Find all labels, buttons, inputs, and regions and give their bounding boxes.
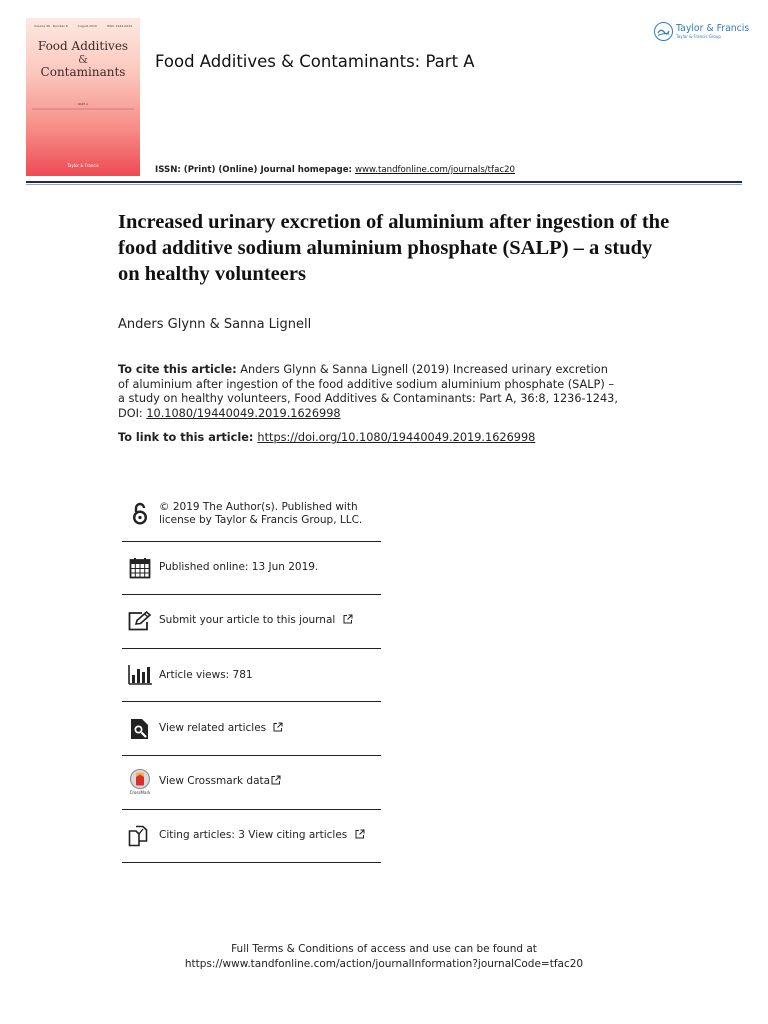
- publisher-group: Taylor & Francis Group: [676, 33, 721, 39]
- open-access-icon: [127, 501, 153, 527]
- external-link-icon: [273, 722, 283, 736]
- cover-publisher: Taylor & Francis: [67, 163, 99, 168]
- bar-chart-icon: [127, 662, 153, 688]
- journal-name: Food Additives & Contaminants: Part A: [155, 52, 475, 71]
- related-articles-link[interactable]: View related articles: [159, 721, 267, 734]
- related-search-icon: [127, 716, 153, 742]
- external-link-icon: [355, 829, 365, 843]
- crossmark-link[interactable]: View Crossmark data: [159, 775, 271, 788]
- submit-item[interactable]: [122, 595, 381, 649]
- journal-cover: [26, 18, 140, 176]
- article-url-link[interactable]: https://doi.org/10.1080/19440049.2019.1626998: [257, 431, 536, 444]
- article-authors: Anders Glynn & Sanna Lignell: [118, 317, 312, 332]
- issn-line: ISSN: (Print) (Online) Journal homepage: www.tandfonline.com/journals/tfac20: [155, 165, 516, 175]
- footer-terms-link[interactable]: https://www.tandfonline.com/action/journalInformation?journalCode=tfac20: [184, 958, 584, 970]
- journal-homepage-link[interactable]: www.tandfonline.com/journals/tfac20: [354, 165, 516, 175]
- external-link-icon: [271, 775, 281, 789]
- license-item: © 2019 The Author(s). Published with license by Taylor & Francis Group, LLC.: [122, 488, 381, 542]
- article-link-line: To link to this article: https://doi.org/10.1080/19440049.2019.1626998: [118, 431, 536, 444]
- cover-divider: [32, 108, 134, 110]
- footer-terms-text: Full Terms & Conditions of access and use can be found at: [231, 943, 537, 955]
- cover-issue-info: Volume 36 · Number 8 August 2019 ISSN: 1944-0049: [34, 24, 132, 28]
- citing-item[interactable]: [122, 810, 381, 864]
- publisher-logo[interactable]: [654, 22, 749, 41]
- citation-block: To cite this article: Anders Glynn & Sanna Lignell (2019) Increased urinary excretion of aluminium after ingestion of the food additive sodium aluminium phosphate (SALP) – a study on healthy volunteers, Food Additives & Contaminants: Part A, 36:8, 1236-1243, DOI: 10.1080/19440049.2019.1626998: [118, 363, 618, 420]
- calendar-icon: [127, 555, 153, 581]
- citing-articles-link[interactable]: Citing articles: 3 View citing articles: [159, 828, 348, 841]
- cover-part: PART A: [77, 102, 89, 106]
- external-link-icon: [343, 614, 353, 628]
- citing-articles-icon: [127, 823, 153, 849]
- footer: [0, 942, 768, 972]
- doi-link[interactable]: 10.1080/19440049.2019.1626998: [146, 406, 341, 420]
- edit-icon: [127, 608, 153, 634]
- crossmark-item[interactable]: [122, 756, 381, 810]
- publisher-name: Taylor & Francis: [676, 22, 750, 34]
- svg-text:CrossMark: CrossMark: [129, 790, 151, 796]
- related-item[interactable]: [122, 702, 381, 756]
- article-info-list: [122, 488, 381, 863]
- article-title: Increased urinary excretion of aluminium after ingestion of the food additive sodium aluminium phosphate (SALP) – a study on healthy volunteers: [118, 211, 670, 285]
- cover-title: Food Additives & Contaminants: [37, 39, 129, 79]
- views-item: Article views: 781: [122, 649, 381, 703]
- header-divider: [26, 181, 742, 183]
- wave-icon: [654, 22, 673, 41]
- published-item: Published online: 13 Jun 2019.: [122, 542, 381, 596]
- submit-article-link[interactable]: Submit your article to this journal: [159, 614, 336, 627]
- header-divider-thin: [26, 184, 742, 185]
- crossmark-icon: [127, 769, 153, 795]
